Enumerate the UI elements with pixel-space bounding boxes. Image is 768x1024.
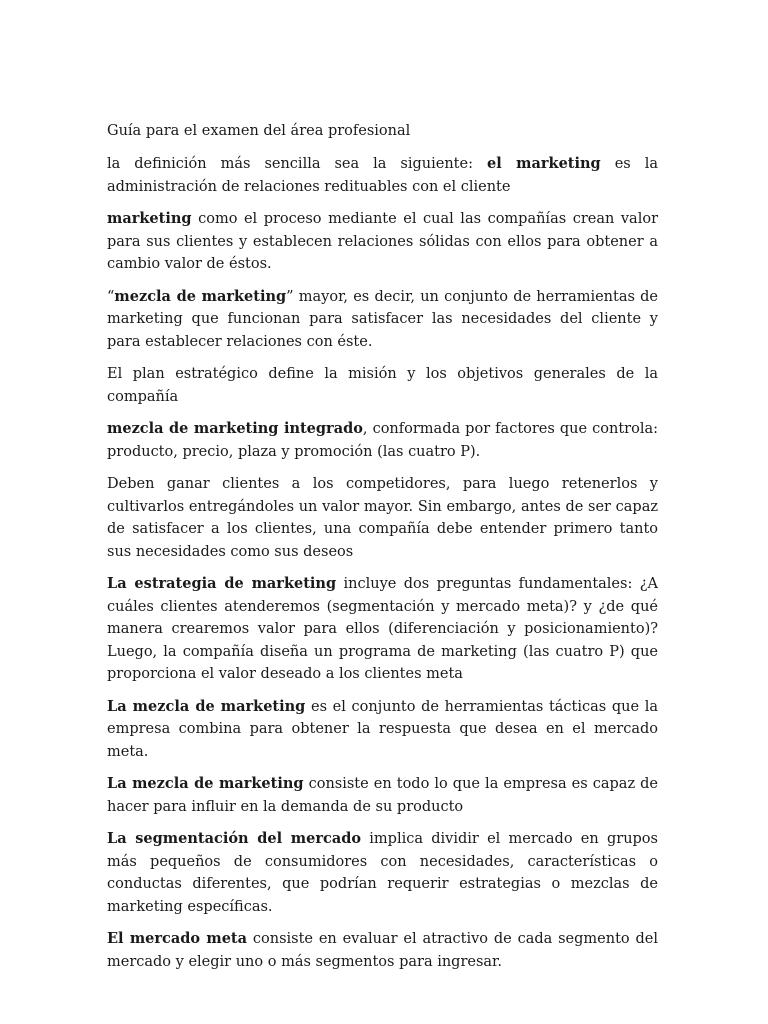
paragraph-1-pre: la definición más sencilla sea la siguiente: [107, 156, 487, 172]
paragraph-6-text: Deben ganar clientes a los competidores, para luego retenerlos y cultivarlos entregándoles un valor mayor. Sin embargo, antes de ser capaz de satisfacer a los clientes, una compañía debe entender primero tanto sus necesidades como sus deseos [107, 476, 658, 560]
paragraph-8 [107, 696, 658, 764]
paragraph-10 [107, 828, 658, 918]
paragraph-11-lead: El mercado meta [107, 930, 248, 947]
paragraph-2 [107, 208, 658, 276]
paragraph-1-bold: el marketing [486, 155, 601, 172]
paragraph-7-lead: La estrategia de marketing [107, 575, 337, 592]
paragraph-2-text: como el proceso mediante el cual las compañías crean valor para sus clientes y establecen relaciones sólidas con ellos para obtener a cambio valor de éstos. [107, 211, 658, 272]
paragraph-1-text: es la administración de relaciones redituables con el cliente [107, 156, 659, 195]
paragraph-8-lead: La mezcla de marketing [107, 697, 306, 715]
paragraph-7-text: incluye dos preguntas fundamentales: ¿A cuáles clientes atenderemos (segmentación y mercado meta)? y ¿de qué manera crearemos valor para ellos (diferenciación y posicionamiento)? Luego, la compañía diseña un programa de marketing (las cuatro P) que proporciona el valor deseado a los clientes meta [107, 576, 658, 682]
paragraph-10-text: implica dividir el mercado en grupos más pequeños de consumidores con necesidades, características o conductas diferentes, que podrían requerir estrategias o mezclas de marketing específicas. [107, 831, 658, 915]
paragraph-5-lead: mezcla de marketing integrado [107, 420, 363, 437]
paragraph-9-text: consiste en todo lo que la empresa es capaz de hacer para influir en la demanda de su producto [107, 776, 659, 815]
paragraph-11 [107, 928, 658, 973]
paragraph-3-pre: “ [107, 288, 115, 305]
paragraph-11-text: consiste en evaluar el atractivo de cada segmento del mercado y elegir uno o más segmentos para ingresar. [107, 931, 658, 970]
paragraph-2-lead: marketing [107, 210, 192, 227]
document-title: Guía para el examen del área profesional [107, 123, 411, 139]
paragraph-3-bold: mezcla de marketing [114, 287, 287, 305]
paragraph-8-text: es el conjunto de herramientas tácticas que la empresa combina para obtener la respuesta que desea en el mercado meta. [107, 698, 659, 760]
paragraph-6 [107, 473, 658, 563]
paragraph-5-text: , conformada por factores que controla: producto, precio, plaza y promoción (las cuatro P). [107, 421, 658, 460]
paragraph-10-lead: La segmentación del mercado [107, 830, 362, 847]
paragraph-4-text: El plan estratégico define la misión y los objetivos generales de la compañía [107, 366, 658, 405]
paragraph-3-text: ” mayor, es decir, un conjunto de herramientas de marketing que funcionan para satisfacer las necesidades del cliente y para establecer relaciones con éste. [107, 288, 658, 350]
paragraph-3 [107, 286, 658, 354]
paragraph-1 [107, 153, 658, 198]
paragraph-7 [107, 573, 658, 686]
paragraph-4 [107, 363, 658, 408]
paragraph-9 [107, 773, 658, 818]
paragraph-5 [107, 418, 658, 463]
paragraph-9-lead: La mezcla de marketing [107, 775, 304, 792]
